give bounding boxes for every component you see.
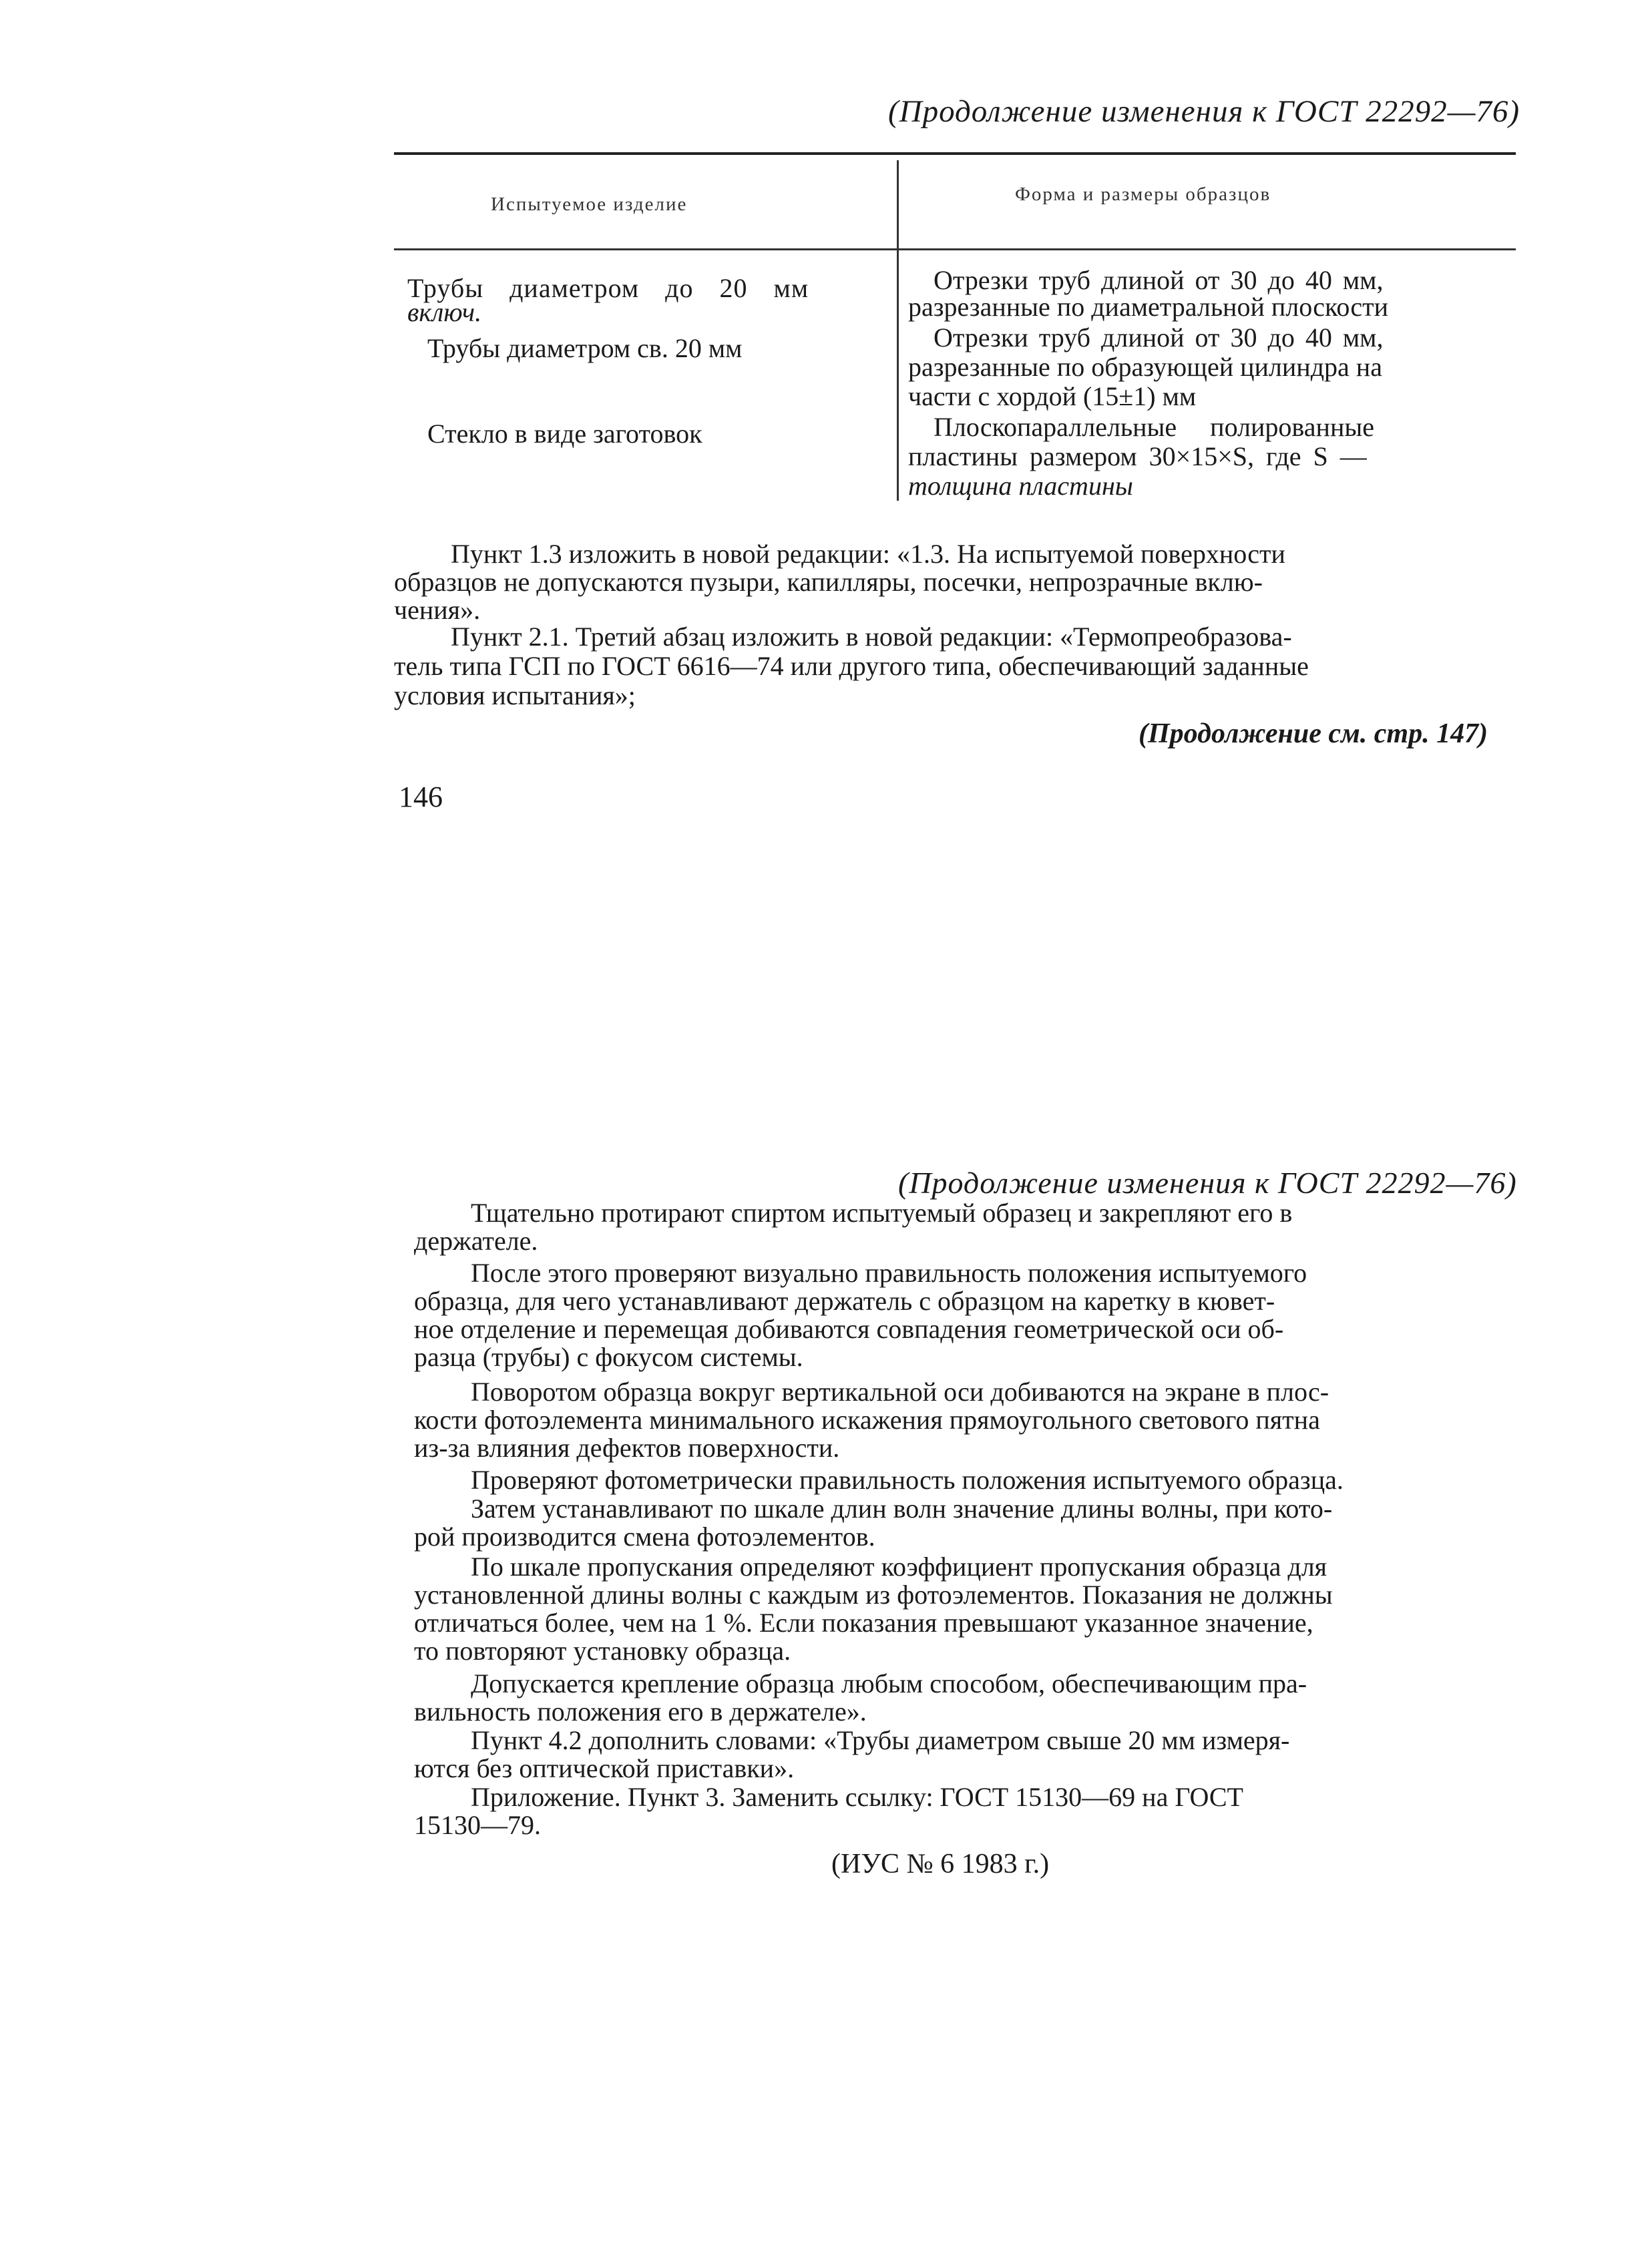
- table-header-right: Форма и размеры образцов: [1015, 184, 1271, 205]
- table-top-rule: [394, 152, 1516, 155]
- page-number: 146: [399, 780, 443, 813]
- bottom-heading: (Продолжение изменения к ГОСТ 22292—76): [898, 1166, 1517, 1200]
- table-header-left: Испытуемое изделие: [491, 194, 688, 215]
- table-header-rule: [394, 248, 1516, 250]
- top-heading: (Продолжение изменения к ГОСТ 22292—76): [888, 94, 1520, 129]
- footer-note: (ИУС № 6 1983 г.): [831, 1849, 1050, 1879]
- table-column-divider: [897, 160, 899, 501]
- continuation-note: (Продолжение см. стр. 147): [1139, 718, 1488, 749]
